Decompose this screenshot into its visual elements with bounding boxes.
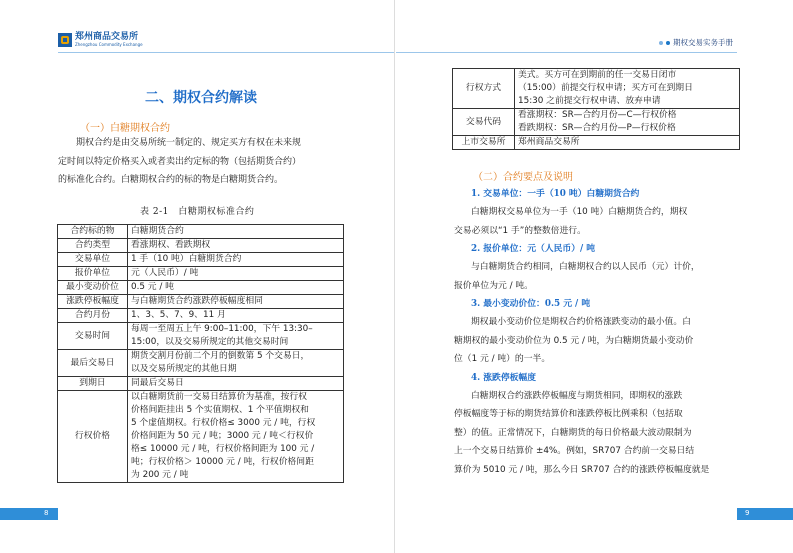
row-value-line: 以及交易所规定的其他日期 <box>131 364 237 374</box>
table-row <box>58 377 344 391</box>
running-head-title: 期权交易实务手册 <box>673 38 733 47</box>
row-value <box>128 281 344 295</box>
paragraph-line: 上一个交易日结算价 ±4%。例如，SR707 合约前一交易日结 <box>454 446 695 456</box>
paragraph-line: 算价为 5010 元 / 吨，那么今日 SR707 合约的涨跌停板幅度就是 <box>454 464 710 475</box>
sub-title-sugar-option: （一）白糖期权合约 <box>80 123 170 134</box>
row-value-line: 为 200 元 / 吨 <box>131 470 189 480</box>
paragraph-line: 整）的值。正常情况下，白糖期货的每日价格最大波动限制为 <box>454 427 692 438</box>
row-value <box>515 69 740 109</box>
row-value <box>128 309 344 323</box>
sugar-option-spec-table-continued <box>452 68 740 150</box>
row-value-line: 白糖期货合约 <box>131 226 184 236</box>
row-label: 涨跌停板幅度 <box>58 295 128 309</box>
sugar-option-spec-table <box>57 224 344 483</box>
paragraph-line: 位（1 元 / 吨）的一半。 <box>454 354 551 364</box>
table-row <box>58 225 344 239</box>
row-label: 最后交易日 <box>58 350 128 377</box>
row-value-line: 以白糖期货前一交易日结算价为基准，按行权 <box>131 392 307 402</box>
paragraph-line: 停板幅度等于标的期货结算价和涨跌停板比例乘积（包括取 <box>454 409 683 419</box>
row-label: 交易代码 <box>453 109 515 136</box>
row-label: 合约类型 <box>58 239 128 253</box>
bullet-icon <box>666 41 670 45</box>
key-point-paragraph <box>454 387 740 480</box>
right-page <box>396 0 793 553</box>
bullet-icon <box>659 41 663 45</box>
row-label: 到期日 <box>58 377 128 391</box>
row-value-line: （15:00）前提交行权申请；买方可在到期日 <box>518 83 693 93</box>
row-value-line: 15:30 之前提交行权申请、放弃申请 <box>518 96 661 106</box>
row-value <box>515 109 740 136</box>
paragraph-line: 白糖期权交易单位为一手（10 吨）白糖期货合约，期权 <box>471 207 688 217</box>
paragraph-line: 糖期权的最小变动价位为 0.5 元 / 吨，为白糖期货最小变动价 <box>454 335 694 346</box>
key-point-paragraph <box>454 258 740 295</box>
row-value-line: 1、3、5、7、9、11 月 <box>131 310 226 320</box>
table-caption: 表 2-1 白糖期权标准合约 <box>140 207 255 217</box>
key-point-paragraph <box>454 313 740 369</box>
row-value <box>128 239 344 253</box>
exchange-logo <box>58 33 143 47</box>
row-value-line: 价格间距挂出 5 个实值期权、1 个平值期权和 <box>131 405 309 415</box>
logo-chinese-name: 郑州商品交易所 <box>75 32 139 42</box>
header-rule <box>58 52 394 53</box>
row-label: 上市交易所 <box>453 136 515 150</box>
intro-line: 定时间以特定价格买入或者卖出约定标的物（包括期货合约） <box>58 156 302 167</box>
row-value <box>128 350 344 377</box>
row-value-line: 看涨期权：SR—合约月份—C—行权价格 <box>518 110 677 120</box>
running-head <box>659 37 733 48</box>
row-value-line: 每周一至周五上午 9:00–11:00，下午 13:30– <box>131 324 313 334</box>
row-label: 合约标的物 <box>58 225 128 239</box>
row-value <box>128 323 344 350</box>
row-value-line: 美式。买方可在到期前的任一交易日闭市 <box>518 70 677 80</box>
row-label: 最小变动价位 <box>58 281 128 295</box>
paragraph-line: 白糖期权合约涨跌停板幅度与期货相同，即期权的涨跌 <box>471 390 683 401</box>
table-row <box>58 391 344 483</box>
table-row <box>453 109 740 136</box>
table-row <box>453 69 740 109</box>
left-page <box>0 0 395 553</box>
key-points <box>454 185 740 479</box>
intro-line: 的标准化合约。白糖期权合约的标的物是白糖期货合约。 <box>58 175 284 185</box>
paragraph-line: 期权最小变动价位是期权合约价格涨跌变动的最小值。白 <box>471 317 691 327</box>
logo-english-name: Zhengzhou Commodity Exchange <box>75 42 143 47</box>
table-row <box>58 350 344 377</box>
table-row <box>58 267 344 281</box>
key-point-heading: 4. 涨跌停板幅度 <box>471 372 537 383</box>
row-label: 报价单位 <box>58 267 128 281</box>
row-value-line: 价格间距为 50 元 / 吨；3000 元 / 吨＜行权价 <box>131 431 314 441</box>
key-point-heading: 3. 最小变动价位：0.5 元 / 吨 <box>471 299 591 309</box>
row-value-line: 0.5 元 / 吨 <box>131 282 174 292</box>
section-title: 二、期权合约解读 <box>145 90 257 106</box>
paragraph-line: 交易必须以“1 手”的整数倍进行。 <box>454 225 586 236</box>
row-value-line: 元（人民币）/ 吨 <box>131 268 199 278</box>
row-value <box>128 253 344 267</box>
intro-line: 期权合约是由交易所统一制定的、规定买方有权在未来规 <box>76 138 302 148</box>
row-value-line: 看涨期权、看跌期权 <box>131 240 211 250</box>
row-value-line: 15:00，以及交易所规定的其他交易时间 <box>131 337 289 347</box>
paragraph-line: 与白糖期货合约相同，白糖期权合约以人民币（元）计价， <box>471 262 700 272</box>
intro-paragraph <box>58 134 348 190</box>
key-point-heading: 1. 交易单位：一手（10 吨）白糖期货合约 <box>471 189 640 199</box>
header-rule <box>396 52 737 53</box>
row-value-line: 同最后交易日 <box>131 378 184 388</box>
row-value <box>128 391 344 483</box>
page-number: 9 <box>745 509 750 517</box>
table-row <box>58 295 344 309</box>
row-label: 交易时间 <box>58 323 128 350</box>
row-value-line: 与白糖期货合约涨跌停板幅度相同 <box>131 296 263 306</box>
key-point-paragraph <box>454 203 740 240</box>
paragraph-line: 报价单位为元 / 吨。 <box>454 280 533 291</box>
row-value-line: 期货交割月份前二个月的倒数第 5 个交易日， <box>131 351 310 361</box>
row-label: 行权方式 <box>453 69 515 109</box>
row-label: 合约月份 <box>58 309 128 323</box>
page-number: 8 <box>44 509 49 517</box>
footer-bar <box>0 508 58 520</box>
table-row <box>58 281 344 295</box>
table-row <box>58 323 344 350</box>
table-row <box>58 239 344 253</box>
row-value-line: 看跌期权：SR—合约月份—P—行权价格 <box>518 123 676 133</box>
sub-title-key-points: （二）合约要点及说明 <box>473 172 573 183</box>
row-label: 交易单位 <box>58 253 128 267</box>
table-row <box>58 309 344 323</box>
row-value-line: 吨；行权价格＞ 10000 元 / 吨，行权价格间距 <box>131 457 314 467</box>
row-value-line: 郑州商品交易所 <box>518 137 580 147</box>
table-row <box>453 136 740 150</box>
row-value-line: 5 个虚值期权。行权价格≤ 3000 元 / 吨，行权 <box>131 418 316 428</box>
exchange-logo-icon <box>58 33 72 47</box>
row-value <box>128 377 344 391</box>
row-value-line: 格≤ 10000 元 / 吨，行权价格间距为 100 元 / <box>131 444 315 454</box>
row-value <box>128 225 344 239</box>
row-value <box>515 136 740 150</box>
key-point-heading: 2. 报价单位：元（人民币）/ 吨 <box>471 244 596 254</box>
row-value <box>128 267 344 281</box>
row-value-line: 1 手（10 吨）白糖期货合约 <box>131 254 242 264</box>
row-value <box>128 295 344 309</box>
row-label: 行权价格 <box>58 391 128 483</box>
table-row <box>58 253 344 267</box>
